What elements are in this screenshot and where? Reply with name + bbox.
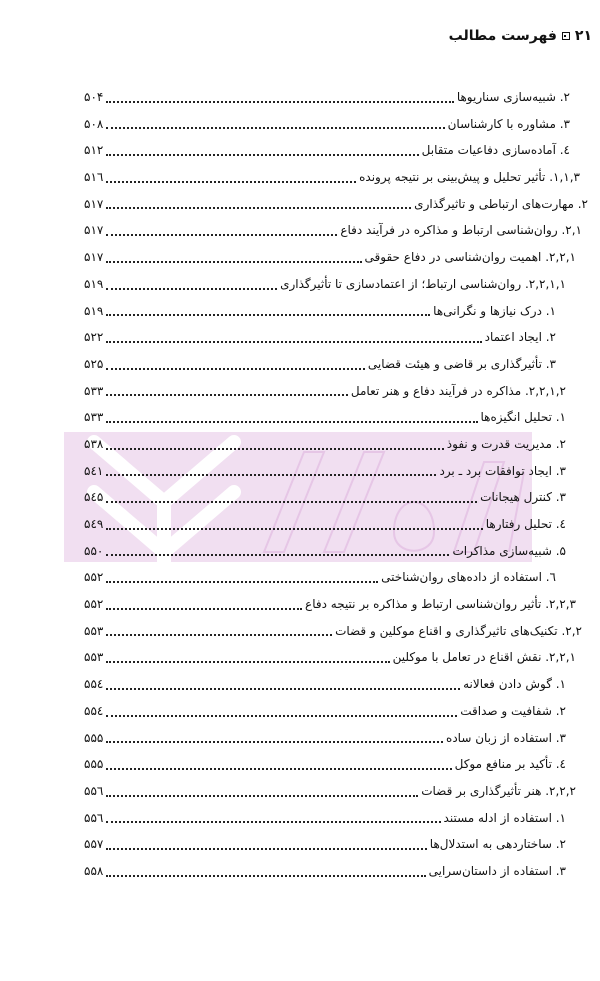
toc-title: ۲. شفافیت و صداقت bbox=[460, 703, 566, 718]
toc-title: ۲,۲,۱. نقش اقناع در تعامل با موکلین bbox=[392, 650, 576, 665]
toc-leader-dots bbox=[106, 191, 411, 218]
toc-entry[interactable] bbox=[84, 858, 570, 885]
toc-entry[interactable] bbox=[84, 484, 570, 511]
table-of-contents bbox=[84, 84, 588, 885]
toc-page-number: ۵۵۵ bbox=[84, 730, 104, 745]
toc-leader-dots bbox=[106, 111, 444, 138]
toc-page-number: ۵۳۸ bbox=[84, 436, 104, 451]
toc-page-number: ۵۵۳ bbox=[84, 623, 104, 638]
toc-leader-dots bbox=[106, 84, 453, 111]
toc-entry[interactable] bbox=[84, 538, 570, 565]
toc-page-number: ۵۵۰ bbox=[84, 543, 104, 558]
toc-entry[interactable] bbox=[84, 778, 576, 805]
toc-title: ۱. تحلیل انگیزه‌ها bbox=[480, 410, 566, 425]
toc-page-number: ۵۱۷ bbox=[84, 223, 104, 238]
toc-entry[interactable] bbox=[84, 831, 570, 858]
toc-title: ٤. آماده‌سازی دفاعیات متقابل bbox=[421, 143, 570, 158]
toc-page-number: ۵۱۷ bbox=[84, 250, 104, 265]
square-bullet-icon bbox=[562, 32, 570, 40]
toc-leader-dots bbox=[106, 511, 482, 538]
toc-title: ۳. استفاده از زبان ساده bbox=[446, 730, 566, 745]
toc-page-number: ۵۵۷ bbox=[84, 837, 104, 852]
toc-entry[interactable] bbox=[84, 458, 570, 485]
toc-title: ۳. ایجاد توافقات برد ـ برد bbox=[439, 463, 566, 478]
toc-entry[interactable] bbox=[84, 137, 570, 164]
toc-leader-dots bbox=[106, 164, 356, 191]
toc-leader-dots bbox=[106, 698, 457, 725]
toc-title: ٤. تحلیل رفتارها bbox=[485, 517, 566, 531]
toc-title: ۲,۲,۲. هنر تأثیرگذاری بر قضات bbox=[421, 783, 576, 798]
toc-leader-dots bbox=[106, 137, 418, 164]
toc-page-number: ۵۰۴ bbox=[84, 90, 104, 104]
toc-leader-dots bbox=[106, 484, 477, 511]
toc-title: ۲,۲,۳. تأثیر روان‌شناسی ارتباط و مذاکره بر نتیجه دفاع bbox=[305, 597, 576, 612]
toc-entry[interactable] bbox=[84, 244, 576, 271]
toc-entry[interactable] bbox=[84, 84, 570, 111]
toc-title: ۲,۱. روان‌شناسی ارتباط و مذاکره در فرآیند دفاع bbox=[340, 223, 582, 238]
toc-entry[interactable] bbox=[84, 271, 570, 298]
toc-page-number: ۵۳۳ bbox=[84, 410, 104, 425]
toc-page-number: ۵٤۵ bbox=[84, 490, 104, 505]
toc-leader-dots bbox=[106, 298, 430, 325]
toc-entry[interactable] bbox=[84, 217, 582, 244]
toc-title: ٦. استفاده از داده‌های روان‌شناختی bbox=[381, 570, 556, 585]
toc-page-number: ۵۵۵ bbox=[84, 757, 104, 772]
toc-entry[interactable] bbox=[84, 671, 570, 698]
toc-title: ۲,۲,۱,۲. مذاکره در فرآیند دفاع و هنر تعامل bbox=[350, 383, 566, 398]
toc-leader-dots bbox=[106, 324, 481, 351]
toc-title: ۲,۲,۱. اهمیت روان‌شناسی در دفاع حقوقی bbox=[364, 250, 576, 265]
toc-entry[interactable] bbox=[84, 564, 570, 591]
toc-title: ۲. ایجاد اعتماد bbox=[484, 330, 556, 345]
toc-leader-dots bbox=[106, 671, 460, 698]
toc-leader-dots bbox=[106, 431, 443, 458]
toc-title: ۱. استفاده از ادله مستند bbox=[443, 810, 566, 825]
toc-page-number: ۵۵۲ bbox=[84, 597, 104, 612]
toc-leader-dots bbox=[106, 831, 426, 858]
toc-entry[interactable] bbox=[84, 725, 570, 752]
toc-leader-dots bbox=[106, 725, 443, 752]
toc-title: ۱. گوش دادن فعالانه bbox=[463, 677, 566, 692]
toc-entry[interactable] bbox=[84, 378, 570, 405]
toc-page-number: ۵۵۸ bbox=[84, 863, 104, 878]
toc-entry[interactable] bbox=[84, 431, 570, 458]
toc-page-number: ۵۵۲ bbox=[84, 570, 104, 585]
toc-title: ۳. کنترل هیجانات bbox=[480, 490, 566, 505]
toc-title: ۲. مدیریت قدرت و نفوذ bbox=[446, 436, 566, 451]
toc-entry[interactable] bbox=[84, 805, 570, 832]
toc-page-number: ۵۰۸ bbox=[84, 116, 104, 131]
toc-entry[interactable] bbox=[84, 164, 580, 191]
toc-leader-dots bbox=[106, 805, 440, 832]
toc-title: ۱,۱,۳. تأثیر تحلیل و پیش‌بینی بر نتیجه پرونده bbox=[359, 170, 580, 185]
toc-title: ۳. تأثیرگذاری بر قاضی و هیئت قضایی bbox=[367, 356, 556, 371]
toc-entry[interactable] bbox=[84, 511, 570, 538]
toc-leader-dots bbox=[106, 751, 451, 778]
toc-entry[interactable] bbox=[84, 404, 570, 431]
toc-page-number: ۵٤۱ bbox=[84, 463, 104, 478]
toc-entry[interactable] bbox=[84, 644, 576, 671]
toc-title: ۲,۲. تکنیک‌های تاثیرگذاری و اقناع موکلین و قضات bbox=[335, 623, 582, 638]
toc-entry[interactable] bbox=[84, 324, 570, 351]
toc-leader-dots bbox=[106, 591, 302, 618]
toc-page-number: ۵۱۲ bbox=[84, 143, 104, 158]
header-page-number: ۲۱ bbox=[574, 28, 592, 44]
toc-page-number: ۵۵٦ bbox=[84, 783, 104, 798]
toc-page-number: ۵۲۲ bbox=[84, 330, 104, 345]
toc-page-number: ۵٤۹ bbox=[84, 517, 104, 531]
toc-page-number: ۵۵۳ bbox=[84, 650, 104, 665]
toc-leader-dots bbox=[106, 351, 365, 378]
toc-title: ۵. شبیه‌سازی مذاکرات bbox=[452, 543, 566, 558]
toc-page-number: ۵۱۹ bbox=[84, 276, 104, 291]
toc-leader-dots bbox=[106, 858, 425, 885]
toc-leader-dots bbox=[106, 378, 348, 405]
toc-leader-dots bbox=[106, 271, 277, 298]
toc-leader-dots bbox=[106, 644, 389, 671]
toc-title: ۱. درک نیازها و نگرانی‌ها bbox=[433, 303, 556, 318]
toc-entry[interactable] bbox=[84, 351, 570, 378]
toc-entry[interactable] bbox=[84, 298, 570, 325]
toc-leader-dots bbox=[106, 404, 477, 431]
toc-leader-dots bbox=[106, 244, 361, 271]
toc-leader-dots bbox=[106, 217, 337, 244]
toc-title: ۲. مهارت‌های ارتباطی و تاثیرگذاری bbox=[414, 196, 588, 211]
toc-page-number: ۵۱٦ bbox=[84, 170, 104, 185]
toc-page-number: ۵۱۹ bbox=[84, 303, 104, 318]
toc-title: ۳. مشاوره با کارشناسان bbox=[447, 116, 570, 131]
header-title: فهرست مطالب bbox=[448, 28, 557, 44]
toc-entry[interactable] bbox=[84, 751, 570, 778]
toc-page-number: ۵۳۳ bbox=[84, 383, 104, 398]
toc-title: ٤. تأکید بر منافع موکل bbox=[454, 757, 566, 772]
toc-page-number: ۵۱۷ bbox=[84, 196, 104, 211]
toc-page-number: ۵۵٦ bbox=[84, 810, 104, 825]
toc-entry[interactable] bbox=[84, 698, 570, 725]
toc-leader-dots bbox=[106, 564, 378, 591]
toc-entry[interactable] bbox=[84, 191, 588, 218]
toc-leader-dots bbox=[106, 538, 449, 565]
toc-page-number: ۵۵٤ bbox=[84, 703, 104, 718]
header-group bbox=[449, 28, 592, 44]
toc-title: ۳. استفاده از داستان‌سرایی bbox=[428, 863, 566, 878]
toc-leader-dots bbox=[106, 618, 332, 645]
toc-leader-dots bbox=[106, 778, 418, 805]
toc-page-number: ۵۲۵ bbox=[84, 356, 104, 371]
toc-title: ۲. ساختاردهی به استدلال‌ها bbox=[429, 837, 566, 852]
toc-entry[interactable] bbox=[84, 618, 582, 645]
toc-page-number: ۵۵٤ bbox=[84, 677, 104, 692]
toc-entry[interactable] bbox=[84, 591, 576, 618]
toc-leader-dots bbox=[106, 458, 436, 485]
toc-title: ۲,۲,۱,۱. روان‌شناسی ارتباط؛ از اعتمادسازی تا تأثیرگذاری bbox=[280, 276, 566, 291]
toc-title: ۲. شبیه‌سازی سناریوها bbox=[456, 90, 570, 104]
toc-entry[interactable] bbox=[84, 111, 570, 138]
